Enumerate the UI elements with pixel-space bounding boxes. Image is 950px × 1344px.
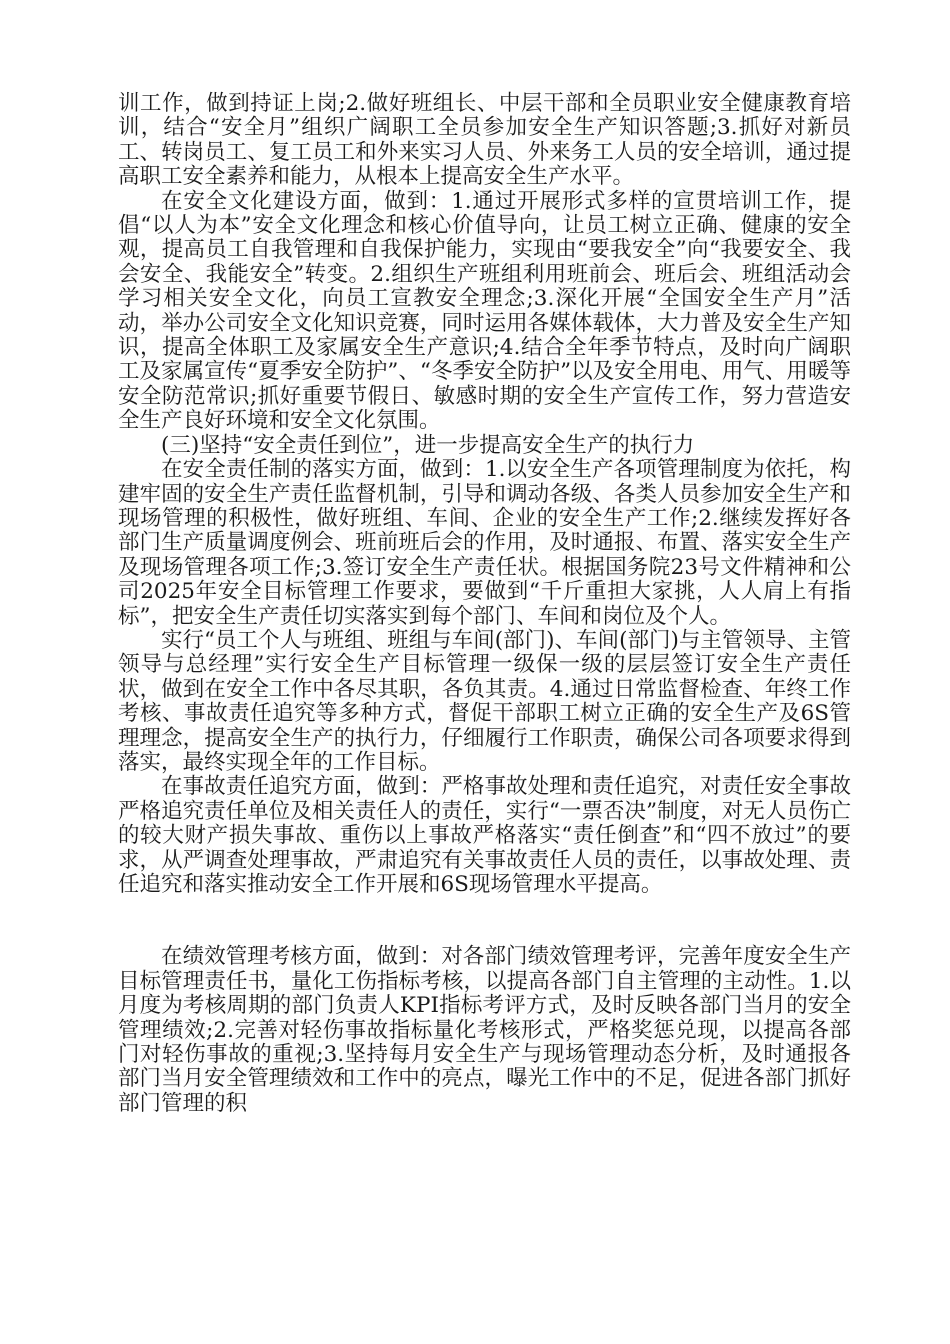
paragraph-responsibility-levels: 实行“员工个人与班组、班组与车间(部门)、车间(部门)与主管领导、主管领导与总经理”实行安全生产目标管理一级保一级的层层签订安全生产责任状，做到在安全工作中各尽其职，各负其责。4.通过日常监督检查、年终工作考核、事故责任追究等多种方式，督促干部职工树立正确的安全生产及6S管理理念，提高安全生产的执行力，仔细履行工作职责，确保公司各项要求得到落实，最终实现全年的工作目标。 bbox=[118, 627, 851, 775]
section-heading-responsibility: (三)坚持“安全责任到位”，进一步提高安全生产的执行力 bbox=[161, 432, 695, 458]
paragraph-safety-culture: 在安全文化建设方面，做到：1.通过开展形式多样的宣贯培训工作，提倡“以人为本”安全文化理念和核心价值导向，让员工树立正确、健康的安全观，提高员工自我管理和自我保护能力，实现由“要我安全”向“我要安全、我会安全、我能安全”转变。2.组织生产班组利用班前会、班后会、班组活动会学习相关安全文化，向员工宣教安全理念;3.深化开展“全国安全生产月”活动，举办公司安全文化知识竞赛，同时运用各媒体载体，大力普及安全生产知识，提高全体职工及家属安全生产意识;4.结合全年季节特点，及时向广阔职工及家属宣传“夏季安全防护”、“冬季安全防护”以及安全用电、用气、用暖等安全防范常识;抓好重要节假日、敏感时期的安全生产宣传工作，努力营造安全生产良好环境和安全文化氛围。 bbox=[118, 188, 851, 434]
paragraph-spacer bbox=[118, 897, 851, 945]
document-page bbox=[118, 92, 851, 1116]
paragraph-performance-assessment: 在绩效管理考核方面，做到：对各部门绩效管理考评，完善年度安全生产目标管理责任书，量化工伤指标考核，以提高各部门自主管理的主动性。1.以月度为考核周期的部门负责人KPI指标考评方式，及时反映各部门当月的安全管理绩效;2.完善对轻伤事故指标量化考核形式，严格奖惩兑现，以提高各部门对轻伤事故的重视;3.坚持每月安全生产与现场管理动态分析，及时通报各部门当月安全管理绩效和工作中的亮点，曝光工作中的不足，促进各部门抓好部门管理的积 bbox=[118, 944, 851, 1116]
paragraph-accident-accountability: 在事故责任追究方面，做到：严格事故处理和责任追究，对责任安全事故严格追究责任单位及相关责任人的责任，实行“一票否决”制度，对无人员伤亡的较大财产损失事故、重伤以上事故严格落实“责任倒查”和“四不放过”的要求，从严调查处理事故，严肃追究有关事故责任人员的责任，以事故处理、责任追究和落实推动安全工作开展和6S现场管理水平提高。 bbox=[118, 774, 851, 897]
paragraph-responsibility-system: 在安全责任制的落实方面，做到：1.以安全生产各项管理制度为依托，构建牢固的安全生产责任监督机制，引导和调动各级、各类人员参加安全生产和现场管理的积极性，做好班组、车间、企业的安全生产工作;2.继续发挥好各部门生产质量调度例会、班前班后会的作用，及时通报、布置、落实安全生产及现场管理各项工作;3.签订安全生产责任状。根据国务院23号文件精神和公司2025年安全目标管理工作要求，要做到“千斤重担大家挑，人人肩上有指标”，把安全生产责任切实落实到每个部门、车间和岗位及个人。 bbox=[118, 457, 851, 629]
paragraph-training: 训工作，做到持证上岗;2.做好班组长、中层干部和全员职业安全健康教育培训，结合“安全月”组织广阔职工全员参加安全生产知识答题;3.抓好对新员工、转岗员工、复工员工和外来实习人员、外来务工人员的安全培训，通过提高职工安全素养和能力，从根本上提高安全生产水平。 bbox=[118, 91, 851, 190]
